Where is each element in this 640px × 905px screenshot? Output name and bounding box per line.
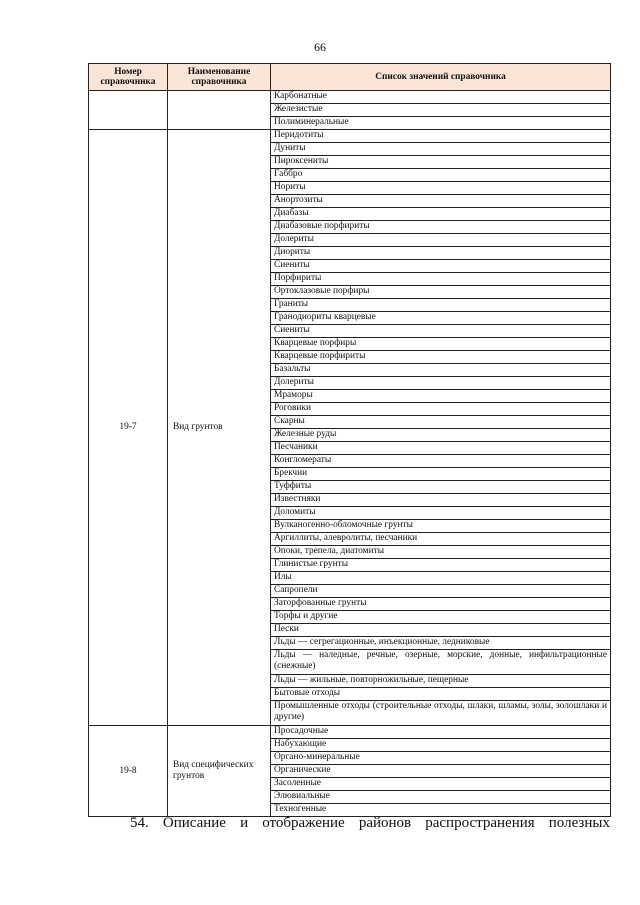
code-cell: 19-8 (89, 726, 168, 817)
value-cell: Органические (271, 765, 611, 778)
value-cell: Промышленные отходы (строительные отходы, шлаки, шламы, золы, золошлаки и другие) (271, 701, 611, 726)
value-cell: Базальты (271, 364, 611, 377)
section-heading-word: районов (358, 815, 412, 831)
value-cell: Льды — жильные, повторножильные, пещерные (271, 675, 611, 688)
header-name: Наименование справочника (168, 64, 271, 91)
value-cell: Брекчии (271, 468, 611, 481)
value-cell: Пироксениты (271, 156, 611, 169)
value-cell: Техногенные (271, 804, 611, 817)
value-cell: Глинистые грунты (271, 559, 611, 572)
page-number: 66 (314, 40, 326, 54)
reference-table (88, 63, 611, 817)
value-cell: Мраморы (271, 390, 611, 403)
value-cell: Аргиллиты, алевролиты, песчаники (271, 533, 611, 546)
table-row (89, 130, 611, 143)
value-cell: Полиминеральные (271, 117, 611, 130)
value-cell: Доломиты (271, 507, 611, 520)
value-cell: Железистые (271, 104, 611, 117)
header-code: Номер справочника (89, 64, 168, 91)
value-cell: Известняки (271, 494, 611, 507)
value-cell: Сиениты (271, 260, 611, 273)
value-cell: Граниты (271, 299, 611, 312)
value-cell: Засоленные (271, 778, 611, 791)
section-heading-word: отображение (262, 815, 345, 831)
value-cell: Набухающие (271, 739, 611, 752)
value-cell: Железные руды (271, 429, 611, 442)
value-cell: Диориты (271, 247, 611, 260)
code-cell: 19-7 (89, 130, 168, 726)
value-cell: Дуниты (271, 143, 611, 156)
value-cell: Кварцевые порфиры (271, 338, 611, 351)
value-cell: Туффиты (271, 481, 611, 494)
value-cell: Ортоклазовые порфиры (271, 286, 611, 299)
value-cell: Вулканогенно-обломочные грунты (271, 520, 611, 533)
value-cell: Элювиальные (271, 791, 611, 804)
value-cell: Органо-минеральные (271, 752, 611, 765)
value-cell: Скарны (271, 416, 611, 429)
value-cell: Просадочные (271, 726, 611, 739)
value-cell: Долериты (271, 234, 611, 247)
value-cell: Бытовые отходы (271, 688, 611, 701)
table-row (89, 726, 611, 739)
value-cell: Диабазовые порфириты (271, 221, 611, 234)
name-cell: Вид грунтов (168, 130, 271, 726)
section-heading-word: распространения (425, 815, 535, 831)
value-cell: Пески (271, 624, 611, 637)
section-heading-word: полезных (548, 815, 610, 831)
value-cell: Льды — сегрегационные, инъекционные, ледниковые (271, 637, 611, 650)
value-cell: Долериты (271, 377, 611, 390)
name-cell: Вид специфических грунтов (168, 726, 271, 817)
value-cell: Кварцевые порфириты (271, 351, 611, 364)
value-cell: Перидотиты (271, 130, 611, 143)
value-cell: Илы (271, 572, 611, 585)
value-cell: Сапропели (271, 585, 611, 598)
table-header-row (89, 64, 611, 91)
value-cell: Габбро (271, 169, 611, 182)
value-cell: Песчаники (271, 442, 611, 455)
value-cell: Роговики (271, 403, 611, 416)
header-values: Список значений справочника (271, 64, 611, 91)
value-cell: Опоки, трепела, диатомиты (271, 546, 611, 559)
code-cell-empty (89, 91, 168, 130)
section-heading-text (130, 815, 610, 832)
table-body (89, 91, 611, 817)
value-cell: Льды — наледные, речные, озерные, морские, донные, инфильтрационные (снежные) (271, 650, 611, 675)
table-row (89, 91, 611, 104)
value-cell: Карбонатные (271, 91, 611, 104)
value-cell: Торфы и другие (271, 611, 611, 624)
section-heading-word: Описание (162, 815, 226, 831)
value-cell: Анортозиты (271, 195, 611, 208)
value-cell: Нориты (271, 182, 611, 195)
value-cell: Порфириты (271, 273, 611, 286)
value-cell: Заторфованные грунты (271, 598, 611, 611)
value-cell: Конгломераты (271, 455, 611, 468)
value-cell: Гранодиориты кварцевые (271, 312, 611, 325)
value-cell: Диабазы (271, 208, 611, 221)
section-heading-word: 54. (130, 815, 149, 831)
name-cell-empty (168, 91, 271, 130)
section-heading-word: и (240, 815, 249, 831)
value-cell: Сиениты (271, 325, 611, 338)
